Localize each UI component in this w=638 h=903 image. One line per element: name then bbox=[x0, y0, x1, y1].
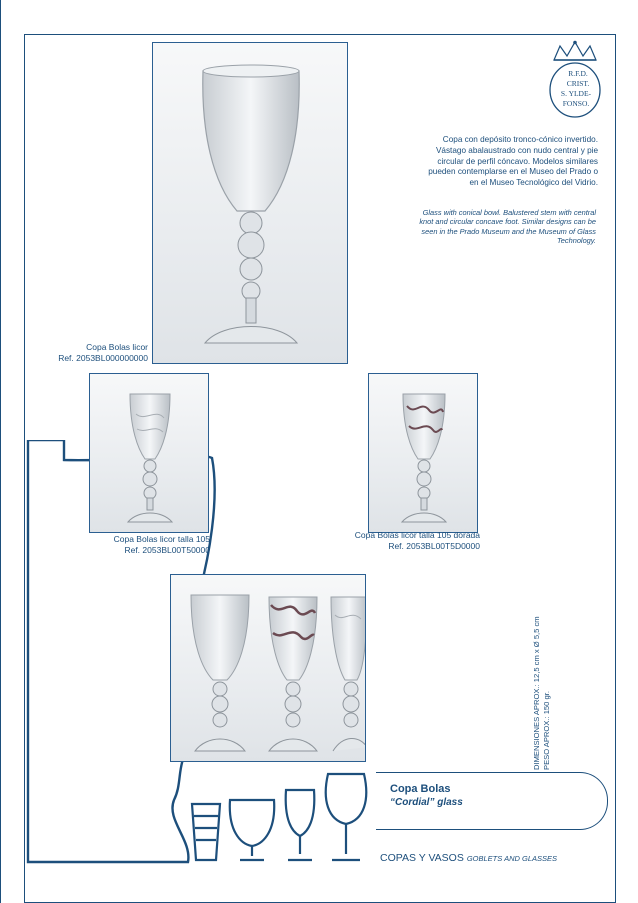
main-photo-caption bbox=[40, 342, 148, 364]
main-photo-name: Copa Bolas licor bbox=[86, 342, 148, 352]
right-photo-ref: Ref. 2053BL00T5D0000 bbox=[388, 541, 480, 551]
group-glasses-photo bbox=[170, 574, 366, 762]
main-glass-photo bbox=[152, 42, 348, 364]
description-english: Glass with conical bowl. Balustered stem with central knot and circular concave foot. Similar designs can be seen in the Prado Museum and the Museum of Glass Technology. bbox=[419, 208, 596, 246]
product-subtitle: “Cordial” glass bbox=[390, 797, 463, 808]
seal-line: R.F.D. bbox=[568, 69, 588, 78]
product-title: Copa Bolas bbox=[390, 783, 451, 795]
right-photo-caption bbox=[330, 530, 480, 552]
left-photo-caption bbox=[92, 534, 210, 556]
description-spanish: Copa con depósito tronco-cónico invertido. Vástago abalaustrado con nudo central y pie circular de perfil cóncavo. Modelos similares pueden contemplarse en el Museo del Prado o en el Museo Tecnológico del Vidrio. bbox=[428, 135, 598, 188]
seal-line: CRIST. bbox=[566, 79, 590, 88]
footer-spanish: COPAS Y VASOS bbox=[380, 852, 464, 864]
dimensions-text: DIMENSIONES APROX.: 12,5 cm x Ø 5,5 cm bbox=[532, 616, 541, 770]
crown-icon bbox=[540, 40, 610, 120]
glass-silhouettes-icon bbox=[186, 770, 382, 868]
right-glass-photo bbox=[368, 373, 478, 533]
seal-line: S. YLDE- bbox=[560, 89, 592, 98]
right-photo-name: Copa Bolas licor talla 105 dorada bbox=[354, 530, 480, 540]
page-left-edge bbox=[0, 0, 1, 903]
three-glasses-image bbox=[171, 575, 366, 762]
section-footer bbox=[380, 852, 557, 864]
royal-seal bbox=[540, 40, 610, 120]
weight-text: PESO APROX.: 150 gr. bbox=[542, 691, 551, 770]
seal-line: FONSO. bbox=[562, 99, 590, 108]
specs-block bbox=[532, 570, 570, 770]
cordial-glass-image bbox=[153, 43, 348, 364]
engraved-gilded-glass-image bbox=[369, 374, 478, 533]
left-photo-name: Copa Bolas licor talla 105 bbox=[113, 534, 210, 544]
left-glass-photo bbox=[89, 373, 209, 533]
engraved-glass-image bbox=[90, 374, 209, 533]
footer-english: GOBLETS AND GLASSES bbox=[466, 854, 558, 863]
left-photo-ref: Ref. 2053BL00T50000 bbox=[124, 545, 210, 555]
main-photo-ref: Ref. 2053BL000000000 bbox=[58, 353, 148, 363]
